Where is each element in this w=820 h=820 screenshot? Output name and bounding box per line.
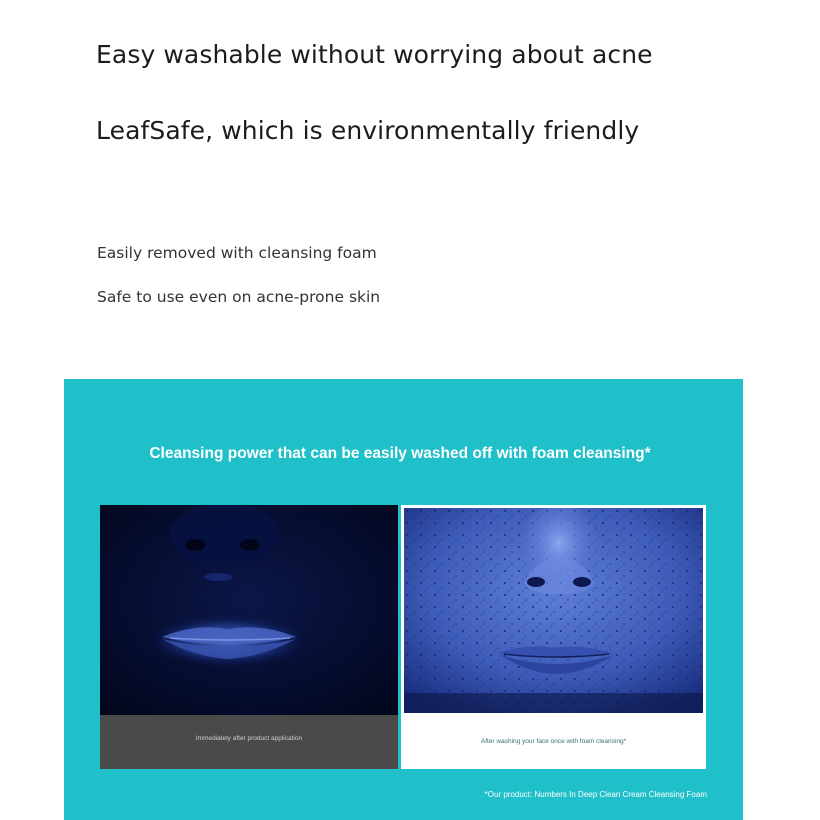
panel-title: Cleansing power that can be easily washed off with foam cleansing*: [149, 445, 651, 462]
subline-cleansing-foam: Easily removed with cleansing foam: [97, 244, 377, 262]
before-caption: Immediately after product application: [195, 735, 303, 742]
after-photo-card: [401, 505, 706, 769]
headline-acne: Easy washable without worrying about acne: [96, 40, 653, 69]
before-uv-face-photo: [100, 505, 398, 715]
headline-leafsafe: LeafSafe, which is environmentally friendly: [96, 116, 640, 145]
after-caption: After washing your face once with foam cleansing*: [480, 738, 627, 745]
after-uv-face-photo: [404, 508, 703, 713]
before-photo-card: [100, 505, 398, 769]
cleansing-comparison-panel: [64, 379, 743, 820]
subline-acne-prone: Safe to use even on acne-prone skin: [97, 288, 381, 306]
product-footnote: *Our product: Numbers In Deep Clean Cream Cleansing Foam: [484, 790, 707, 799]
